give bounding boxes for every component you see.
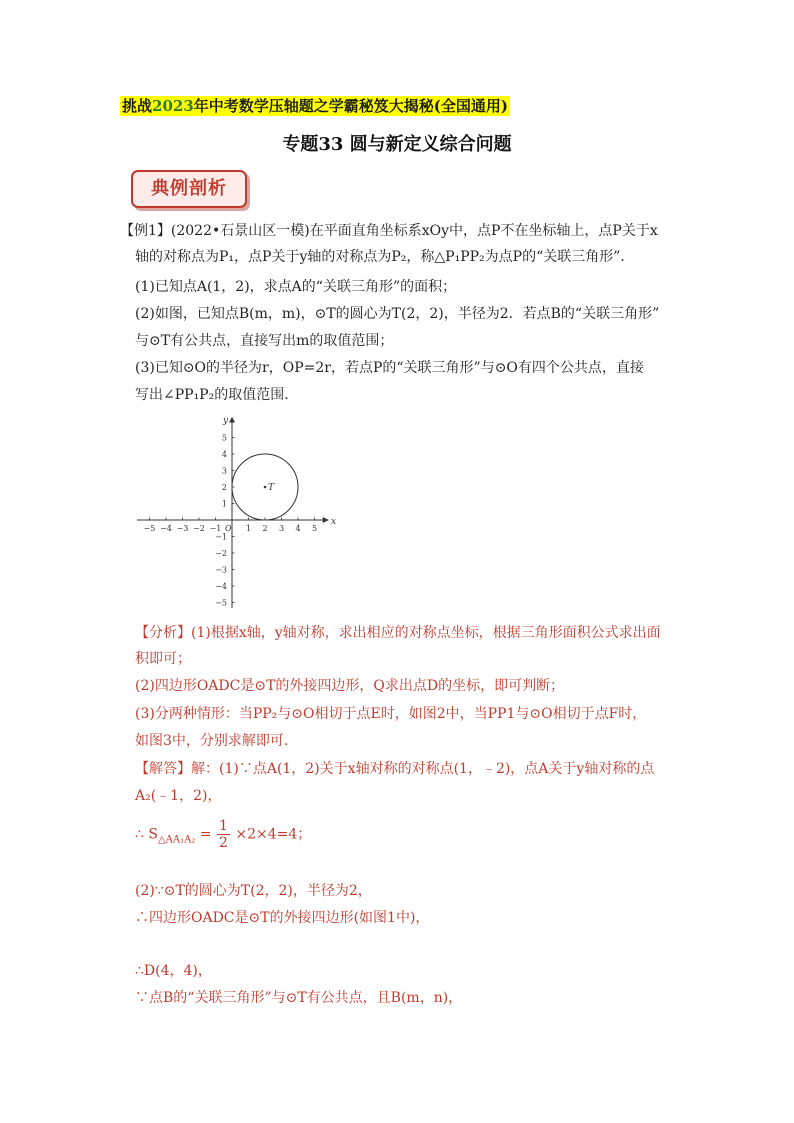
formula-prefix: ∴ S (135, 826, 158, 843)
x-tick-label: 2 (262, 524, 268, 533)
y-tick-label: 5 (221, 433, 227, 443)
y-tick-label: −1 (215, 532, 227, 542)
solution-line: ∵点B的“关联三角形”与⊙T有公共点，且B(m，n)， (135, 990, 463, 1006)
analysis-line: 如图3中，分别求解即可． (135, 733, 298, 749)
origin-label: O (225, 524, 232, 533)
problem-line: 轴的对称点为P₁，点P关于y轴的对称点为P₂，称△P₁PP₂为点P的“关联三角形”． (135, 249, 635, 265)
x-tick-label: −4 (160, 524, 172, 533)
y-tick-label: −2 (215, 549, 227, 558)
problem-line: (2)如图，已知点B(m，m)，⊙T的圆心为T(2，2)，半径为2．若点B的“关联三角形” (135, 306, 660, 322)
analysis-line: (2)四边形OADC是⊙T的外接四边形，Q求出点D的坐标，即可判断； (135, 678, 565, 694)
y-axis-label: y (223, 416, 229, 426)
x-tick-label: −5 (143, 524, 156, 533)
x-tick-label: −2 (193, 524, 205, 533)
section-badge (131, 170, 247, 208)
formula-fraction (217, 818, 230, 851)
y-tick-label: 4 (221, 450, 227, 459)
x-tick-label: 4 (295, 524, 301, 533)
formula-numerator: 1 (218, 818, 228, 834)
x-tick-label: 5 (311, 524, 318, 533)
y-tick-label: 3 (221, 466, 227, 476)
y-tick-label: −4 (215, 582, 227, 591)
y-tick-label: −3 (215, 565, 227, 575)
formula-subscript: △AA₁A₂ (157, 834, 196, 846)
area-formula (135, 818, 311, 851)
y-tick-label: 2 (221, 483, 227, 492)
x-tick-label: −3 (176, 524, 189, 533)
circle-center-point (264, 486, 267, 489)
analysis-line: (3)分两种情形：当PP₂与⊙O相切于点E时，如图2中，当PP1与⊙O相切于点F时， (135, 706, 647, 722)
formula-tail: ×2×4=4； (235, 826, 312, 843)
series-prefix: 挑战 (122, 97, 153, 115)
problem-line: 与⊙T有公共点，直接写出m的取值范围； (135, 333, 394, 349)
series-year: 2023 (152, 97, 194, 115)
x-tick-label: 1 (245, 524, 252, 533)
formula-equals: = (199, 826, 212, 843)
problem-line: (1)已知点A(1，2)，求点A的“关联三角形”的面积； (135, 279, 457, 295)
analysis-line: 【分析】(1)根据x轴，y轴对称，求出相应的对称点坐标，根据三角形面积公式求出面 (135, 625, 661, 641)
solution-line: 【解答】解：(1)∵点A(1，2)关于x轴对称的对称点(1，﹣2)，点A关于y轴对称的点 (135, 761, 655, 777)
problem-line: (3)已知⊙O的半径为r，OP=2r，若点P的“关联三角形”与⊙O有四个公共点，直接 (135, 360, 644, 376)
series-suffix: 年中考数学压轴题之学霸秘笈大揭秘(全国通用) (193, 97, 508, 115)
y-tick-label: −5 (215, 598, 227, 608)
y-tick-label: 1 (221, 499, 227, 509)
circle-center-label: T (268, 483, 275, 493)
x-axis-label: x (331, 517, 337, 527)
solution-line: (2)∵⊙T的圆心为T(2，2)，半径为2， (135, 883, 372, 899)
analysis-line: 积即可； (135, 651, 191, 667)
solution-line: ∴四边形OADC是⊙T的外接四边形(如图1中)， (135, 910, 430, 926)
series-title (120, 96, 510, 116)
topic-title: 专题33 圆与新定义综合问题 (282, 134, 512, 155)
problem-line: 【例1】(2022•石景山区一模)在平面直角坐标系xOy中，点P不在坐标轴上，点P关于x (120, 223, 658, 239)
formula-denominator: 2 (218, 835, 228, 851)
x-tick-label: 3 (278, 524, 285, 533)
coordinate-figure (135, 410, 345, 610)
solution-line: ∴D(4，4)， (135, 963, 212, 979)
section-badge-label: 典例剖析 (151, 178, 227, 199)
problem-line: 写出∠PP₁P₂的取值范围． (135, 387, 299, 403)
solution-line: A₂(﹣1，2)， (135, 788, 222, 804)
x-tick-label: −1 (209, 524, 222, 533)
